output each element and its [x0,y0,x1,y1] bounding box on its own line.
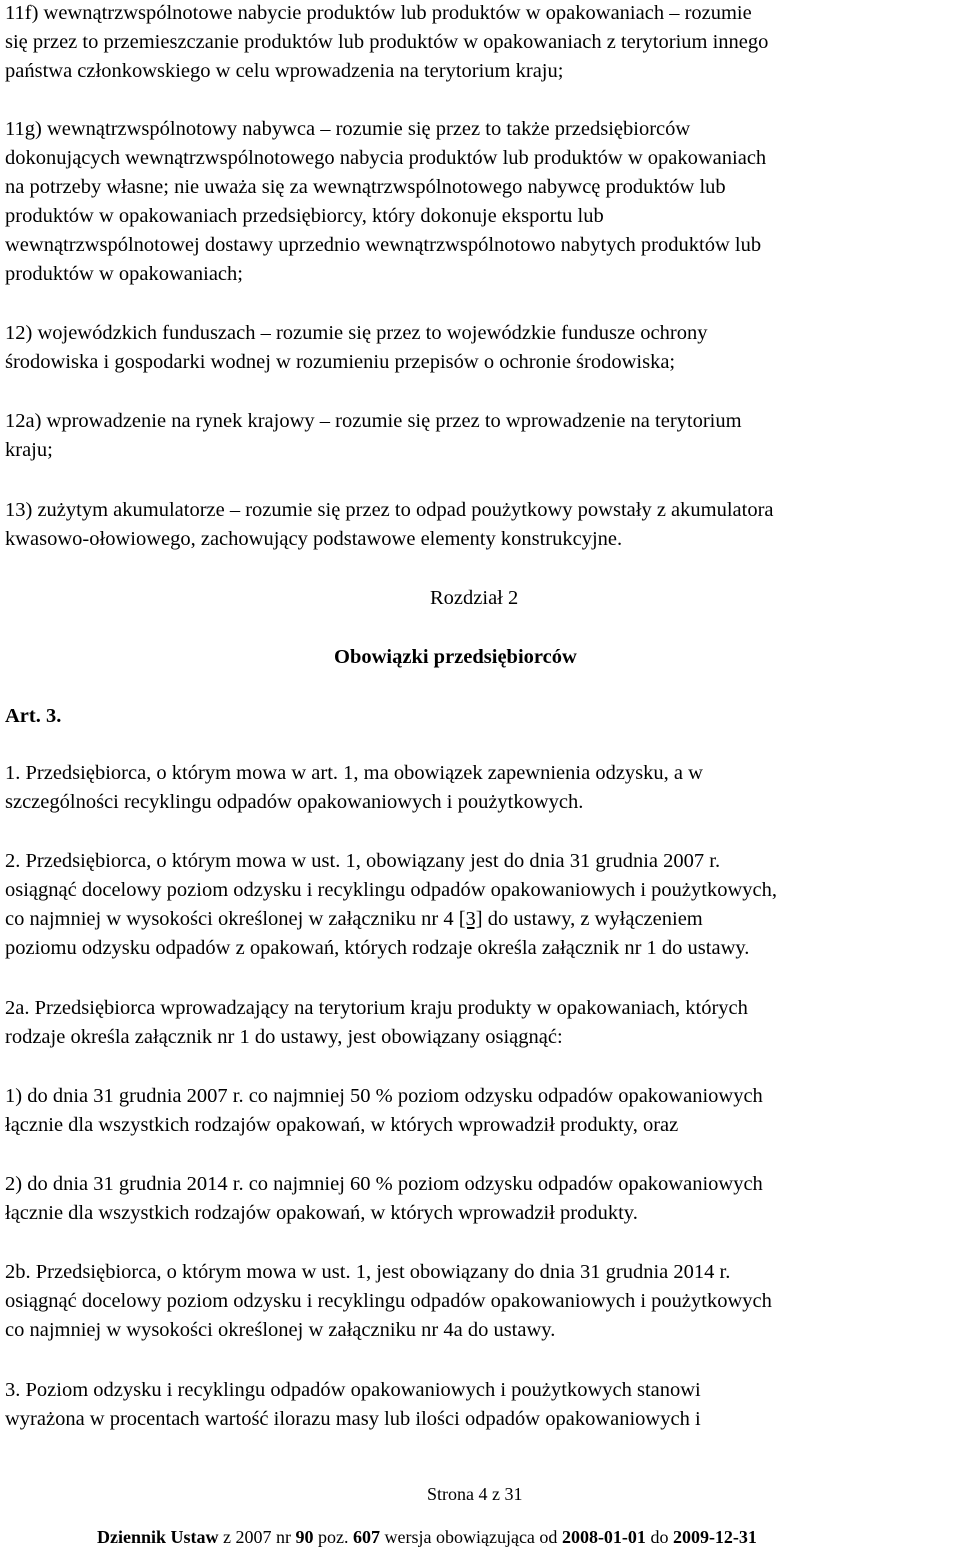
text-line: 12a) wprowadzenie na rynek krajowy – rozumie się przez to wprowadzenie na terytorium [5,410,742,432]
article-heading: Art. 3. [5,705,62,727]
text-line: co najmniej w wysokości określonej w załączniku nr 4a do ustawy. [5,1319,556,1341]
text-line: osiągnąć docelowy poziom odzysku i recyklingu odpadów opakowaniowych i poużytkowych, [5,879,777,901]
text-line: 3. Poziom odzysku i recyklingu odpadów opakowaniowych i poużytkowych stanowi [5,1379,701,1401]
text-line: łącznie dla wszystkich rodzajów opakowań, w których wprowadził produkty, oraz [5,1114,679,1136]
text-line: 11f) wewnątrzwspólnotowe nabycie produktów lub produktów w opakowaniach – rozumie [5,2,752,24]
text-line: 11g) wewnątrzwspólnotowy nabywca – rozumie się przez to także przedsiębiorców [5,118,691,140]
text-line: rodzaje określa załącznik nr 1 do ustawy, jest obowiązany osiągnąć: [5,1026,563,1048]
journal-text: poz. [313,1527,353,1547]
journal-position: 607 [353,1527,380,1547]
text-line: szczególności recyklingu odpadów opakowaniowych i poużytkowych. [5,791,584,813]
text-line: 2. Przedsiębiorca, o którym mowa w ust. 1, obowiązany jest do dnia 31 grudnia 2007 r. [5,850,721,872]
page-number: Strona 4 z 31 [427,1484,523,1504]
chapter-title: Obowiązki przedsiębiorców [334,646,577,668]
text-line: 1. Przedsiębiorca, o którym mowa w art. 1, ma obowiązek zapewnienia odzysku, a w [5,762,703,784]
text-line: państwa członkowskiego w celu wprowadzenia na terytorium kraju; [5,60,564,82]
journal-name: Dziennik Ustaw [97,1527,219,1547]
journal-number: 90 [295,1527,314,1547]
text-line: kraju; [5,439,53,461]
text-line: 2a. Przedsiębiorca wprowadzający na terytorium kraju produkty w opakowaniach, których [5,997,748,1019]
journal-footer [97,1525,757,1549]
text-line: wyrażona w procentach wartość ilorazu masy lub ilości odpadów opakowaniowych i [5,1408,701,1430]
text-line [5,906,703,932]
text-segment: co najmniej w wysokości określonej w załączniku nr 4 [5,908,459,930]
text-line: produktów w opakowaniach przedsiębiorcy, który dokonuje eksportu lub [5,205,604,227]
text-segment: do ustawy, z wyłączeniem [482,908,703,930]
text-line: wewnątrzwspólnotowej dostawy uprzednio wewnątrzwspólnotowo nabytych produktów lub [5,234,762,256]
valid-to-date: 2009-12-31 [672,1527,757,1547]
text-line: 2) do dnia 31 grudnia 2014 r. co najmniej 60 % poziom odzysku odpadów opakowaniowych [5,1173,763,1195]
footnote-link[interactable]: [3] [458,908,483,930]
text-line: dokonujących wewnątrzwspólnotowego nabycia produktów lub produktów w opakowaniach [5,147,767,169]
text-line: produktów w opakowaniach; [5,263,243,285]
valid-from-date: 2008-01-01 [561,1527,646,1547]
text-line: środowiska i gospodarki wodnej w rozumieniu przepisów o ochronie środowiska; [5,351,676,373]
chapter-heading: Rozdział 2 [430,587,519,609]
text-line: łącznie dla wszystkich rodzajów opakowań, w których wprowadził produkty. [5,1202,638,1224]
text-line: 12) wojewódzkich funduszach – rozumie się przez to wojewódzkie fundusze ochrony [5,322,708,344]
text-line: 1) do dnia 31 grudnia 2007 r. co najmniej 50 % poziom odzysku odpadów opakowaniowych [5,1085,763,1107]
text-line: 13) zużytym akumulatorze – rozumie się przez to odpad poużytkowy powstały z akumulatora [5,499,774,521]
journal-text: z 2007 nr [218,1527,296,1547]
text-line: kwasowo-ołowiowego, zachowujący podstawowe elementy konstrukcyjne. [5,528,623,550]
text-line: osiągnąć docelowy poziom odzysku i recyklingu odpadów opakowaniowych i poużytkowych [5,1290,772,1312]
journal-text: do [645,1527,673,1547]
text-line: się przez to przemieszczanie produktów lub produktów w opakowaniach z terytorium innego [5,31,769,53]
text-line: poziomu odzysku odpadów z opakowań, których rodzaje określa załącznik nr 1 do ustawy. [5,937,750,959]
text-line: na potrzeby własne; nie uważa się za wewnątrzwspólnotowego nabywcę produktów lub [5,176,726,198]
text-line: 2b. Przedsiębiorca, o którym mowa w ust. 1, jest obowiązany do dnia 31 grudnia 2014 r. [5,1261,731,1283]
journal-text: wersja obowiązująca od [380,1527,562,1547]
